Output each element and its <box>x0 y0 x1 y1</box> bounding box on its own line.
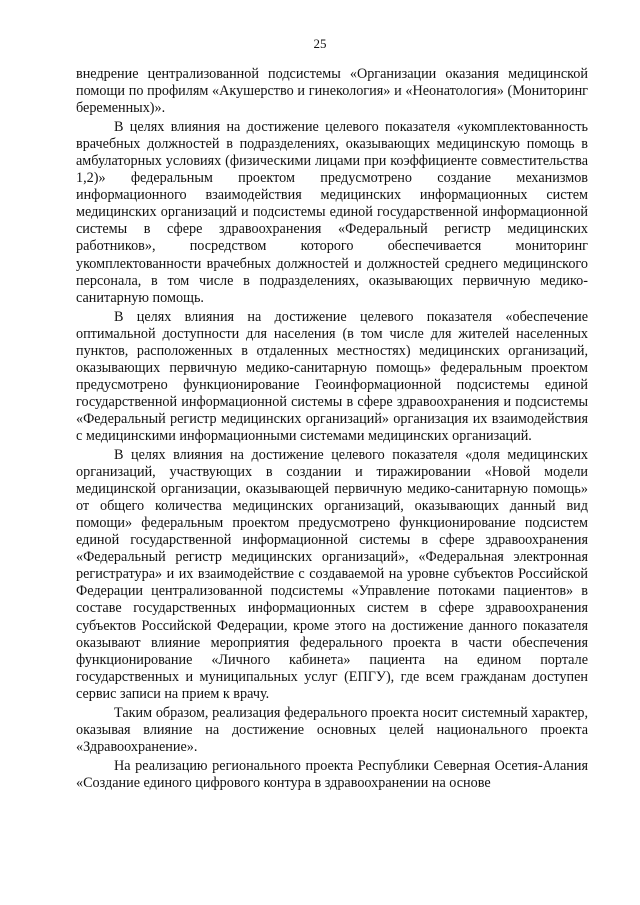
paragraph-regional-project: На реализацию регионального проекта Республики Северная Осетия-Алания «Создание единого цифрового контура в здравоохранении на основе <box>76 757 588 791</box>
paragraph-continuation: внедрение централизованной подсистемы «Организации оказания медицинской помощи по профилям «Акушерство и гинекология» и «Неонатология» (Мониторинг беременных)». <box>76 66 588 117</box>
page-number: 25 <box>313 36 327 51</box>
paragraph-conclusion: Таким образом, реализация федерального проекта носит системный характер, оказывая влияние на достижение основных целей национального проекта «Здравоохранение». <box>76 704 588 755</box>
paragraph-accessibility-indicator: В целях влияния на достижение целевого показателя «обеспечение оптимальной доступности для населения (в том числе для жителей населенных пунктов, расположенных в отдаленных местностях) медицинских организаций, оказывающих первичную медико-санитарную помощь» федеральным проектом предусмотрено функционирование Геоинформационной подсистемы единой государственной информационной системы в сфере здравоохранения и подсистемы «Федеральный регистр медицинских организаций» организация их взаимодействия с медицинскими информационными системами медицинских организаций. <box>76 308 588 444</box>
document-body <box>76 66 588 792</box>
paragraph-new-model-indicator: В целях влияния на достижение целевого показателя «доля медицинских организаций, участвующих в создании и тиражировании «Новой модели медицинской организации, оказывающей первичную медико-санитарную помощь» от общего количества медицинских организаций, оказывающих данный вид помощи» федеральным проектом предусмотрено функционирование подсистем единой государственной информационной системы в сфере здравоохранения «Федеральный регистр медицинских организаций», «Федеральная электронная регистратура» и их взаимодействие с создаваемой на уровне субъектов Российской Федерации централизованной подсистемы «Управление потоками пациентов» в составе государственных информационных систем в сфере здравоохранения субъектов Российской Федерации, кроме этого на достижение данного показателя оказывают влияние мероприятия федерального проекта в части обеспечения функционирование «Личного кабинета» пациента на едином портале государственных и муниципальных услуг (ЕПГУ), где всем гражданам доступен сервис записи на прием к врачу. <box>76 447 588 702</box>
paragraph-staffing-indicator: В целях влияния на достижение целевого показателя «укомплектованность врачебных должностей в подразделениях, оказывающих медицинскую помощь в амбулаторных условиях (физическими лицами при коэффициенте совместительства 1,2)» федеральным проектом предусмотрено создание механизмов информационного взаимодействия медицинских информационных систем медицинских организаций и подсистемы единой государственной информационной системы в сфере здравоохранения «Федеральный регистр медицинских работников», посредством которого обеспечивается мониторинг укомплектованности врачебных должностей и должностей среднего медицинского персонала, в том числе в подразделениях, оказывающих первичную медико-санитарную помощь. <box>76 119 588 306</box>
